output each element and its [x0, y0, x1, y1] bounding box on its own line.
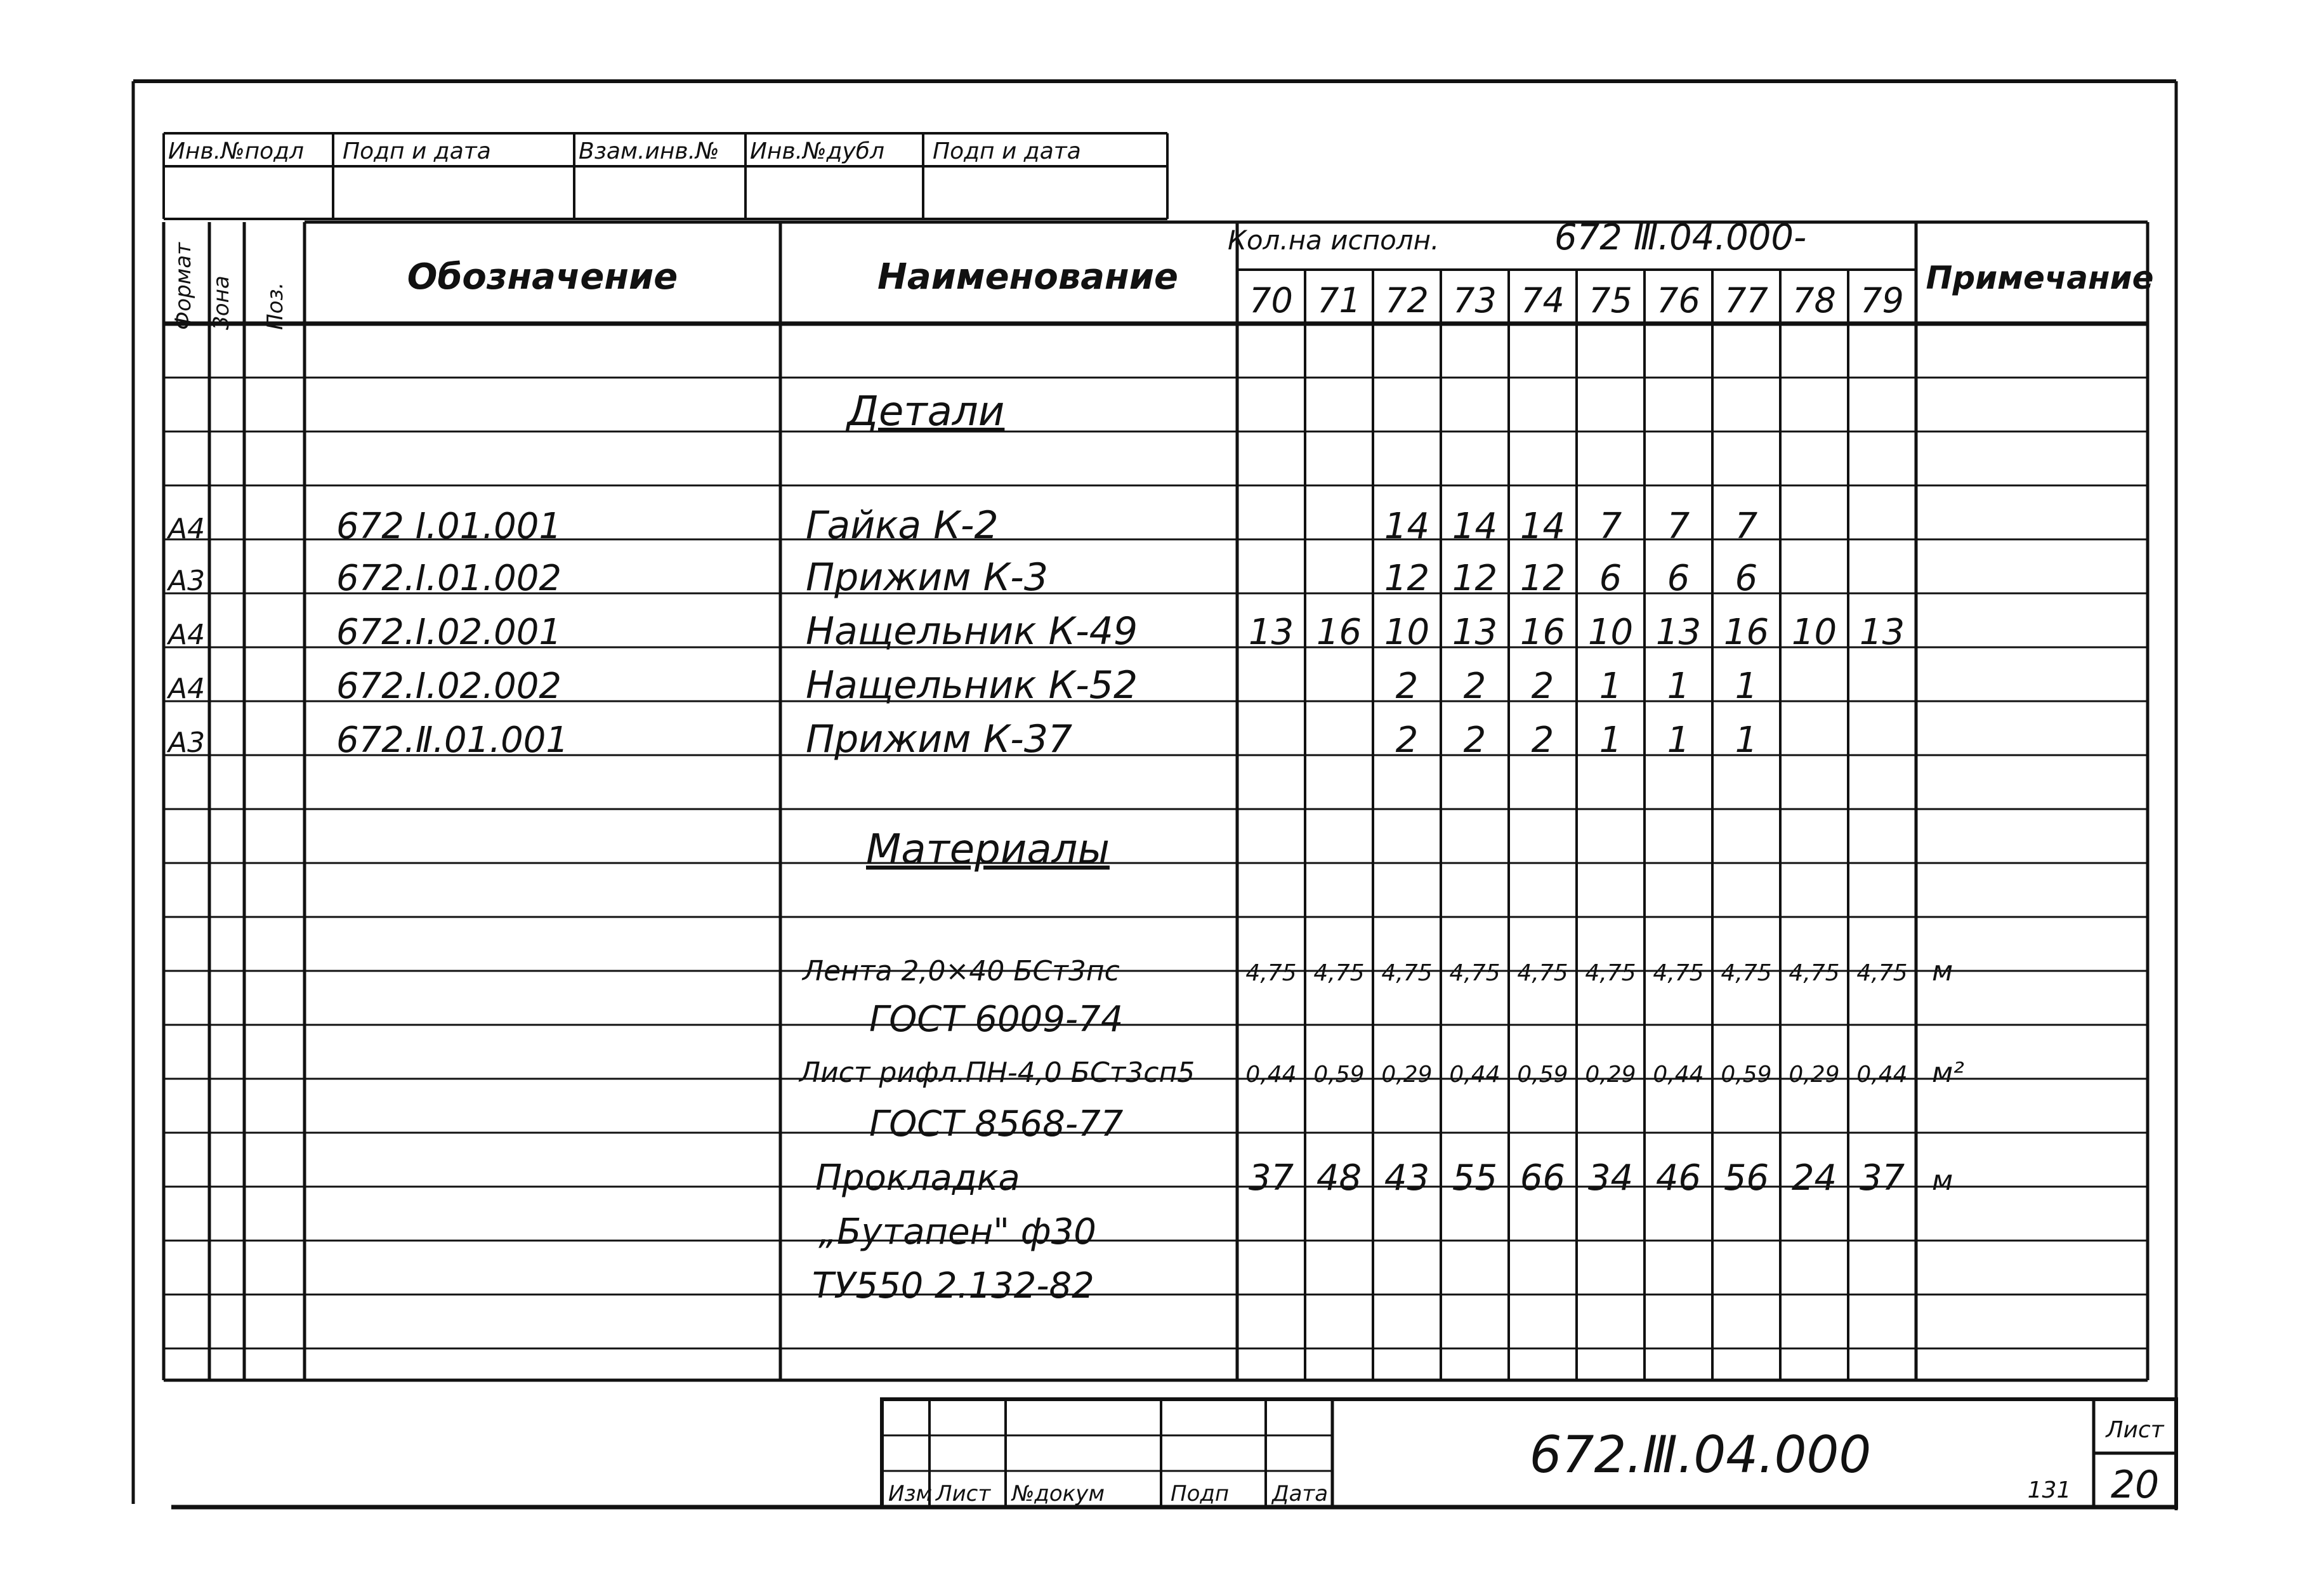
material-name-cell: ГОСТ 8568-77	[869, 1104, 1124, 1145]
quantity-cell: 0,44	[1245, 1062, 1297, 1088]
quantity-cell: 43	[1384, 1157, 1430, 1199]
name-cell: Прижим К-3	[806, 555, 1049, 600]
format-cell: А4	[168, 673, 206, 705]
name-cell: Нащельник К-52	[806, 663, 1138, 708]
quantity-cell: 7	[1667, 506, 1690, 547]
name-cell: Прижим К-37	[806, 717, 1073, 761]
side-mark: 131	[2027, 1477, 2071, 1503]
quantity-cell: 4,75	[1517, 960, 1568, 986]
sheet-number: 20	[2110, 1463, 2160, 1507]
quantity-cell: 2	[1395, 666, 1419, 707]
quantity-cell: 10	[1384, 612, 1430, 653]
stamp-label: Изм	[888, 1481, 933, 1506]
format-cell: А4	[168, 513, 206, 545]
quantity-cell: 1	[1735, 666, 1758, 707]
quantity-cell: 0,44	[1653, 1062, 1704, 1088]
quantity-cell: 7	[1735, 506, 1758, 547]
quantity-cell: 66	[1520, 1157, 1566, 1199]
quantity-cell: 2	[1395, 720, 1419, 761]
quantity-cell: 48	[1316, 1157, 1362, 1199]
stamp-label: №докум	[1012, 1481, 1105, 1506]
quantity-cell: 0,59	[1721, 1062, 1772, 1088]
material-name-cell: Прокладка	[815, 1157, 1020, 1199]
spec-table-grid	[164, 222, 2148, 1380]
designation-cell: 672.I.02.001	[336, 612, 561, 653]
name-header: Наименование	[877, 256, 1178, 298]
variant-column-header: 75	[1589, 280, 1632, 320]
position-column-header: Поз.	[263, 282, 288, 330]
variant-column-header: 77	[1724, 280, 1768, 320]
designation-cell: 672.I.02.002	[336, 666, 561, 707]
quantity-cell: 16	[1316, 612, 1362, 653]
quantity-cell: 10	[1587, 612, 1634, 653]
top-strip-label: Инв.№дубл	[750, 138, 884, 164]
quantity-cell: 55	[1452, 1157, 1498, 1199]
variant-column-header: 74	[1521, 280, 1565, 320]
quantity-cell: 1	[1599, 666, 1622, 707]
quantity-cell: 14	[1452, 506, 1498, 547]
quantity-cell: 4,75	[1313, 960, 1365, 986]
note-cell: м	[1932, 955, 1953, 987]
quantity-cell: 4,75	[1449, 960, 1500, 986]
quantity-cell: 4,75	[1856, 960, 1908, 986]
variant-column-header: 78	[1792, 280, 1836, 320]
note-header: Примечание	[1926, 260, 2154, 296]
quantity-cell: 4,75	[1653, 960, 1704, 986]
material-name-cell: Лента 2,0×40 БСт3пс	[803, 955, 1120, 987]
designation-cell: 672 I.01.001	[336, 506, 561, 547]
format-cell: А3	[168, 727, 206, 759]
top-strip-label: Взам.инв.№	[579, 138, 719, 164]
designation-header: Обозначение	[407, 256, 678, 298]
qty-per-variant-label: Кол.на исполн.	[1228, 225, 1440, 256]
section-materials-heading: Материалы	[866, 826, 1110, 873]
variant-column-header: 71	[1317, 280, 1361, 320]
format-column-header: Формат	[171, 242, 196, 330]
quantity-cell: 2	[1531, 720, 1554, 761]
quantity-cell: 12	[1520, 558, 1566, 599]
top-strip-label: Подп и дата	[933, 138, 1081, 164]
sheet-label: Лист	[2106, 1417, 2164, 1443]
designation-cell: 672.Ⅱ.01.001	[336, 720, 568, 761]
quantity-cell: 1	[1735, 720, 1758, 761]
quantity-cell: 13	[1248, 612, 1294, 653]
quantity-cell: 37	[1248, 1157, 1294, 1199]
zone-column-header: Зона	[209, 275, 234, 330]
quantity-cell: 1	[1667, 720, 1690, 761]
variant-column-header: 73	[1453, 280, 1497, 320]
quantity-cell: 0,29	[1585, 1062, 1636, 1088]
quantity-cell: 4,75	[1585, 960, 1636, 986]
quantity-cell: 0,29	[1381, 1062, 1433, 1088]
quantity-cell: 14	[1520, 506, 1566, 547]
material-name-cell: „Бутапен" ф30	[818, 1211, 1096, 1253]
quantity-cell: 6	[1735, 558, 1758, 599]
quantity-cell: 2	[1463, 666, 1487, 707]
quantity-cell: 0,44	[1449, 1062, 1500, 1088]
quantity-cell: 0,59	[1517, 1062, 1568, 1088]
quantity-cell: 12	[1452, 558, 1498, 599]
designation-cell: 672.I.01.002	[336, 558, 561, 599]
format-cell: А3	[168, 565, 206, 597]
stamp-label: Лист	[936, 1481, 991, 1506]
quantity-cell: 24	[1791, 1157, 1837, 1199]
quantity-cell: 7	[1599, 506, 1622, 547]
material-name-cell: Лист рифл.ПН-4,0 БСт3сп5	[799, 1057, 1195, 1089]
quantity-cell: 6	[1667, 558, 1690, 599]
quantity-cell: 0,29	[1789, 1062, 1840, 1088]
quantity-cell: 0,44	[1856, 1062, 1908, 1088]
quantity-cell: 4,75	[1721, 960, 1772, 986]
variant-column-header: 70	[1249, 280, 1293, 320]
material-name-cell: ТУ550 2.132-82	[812, 1265, 1094, 1307]
quantity-cell: 4,75	[1381, 960, 1433, 986]
quantity-cell: 13	[1859, 612, 1905, 653]
note-cell: м	[1932, 1164, 1953, 1197]
quantity-cell: 34	[1587, 1157, 1634, 1199]
quantity-cell: 13	[1655, 612, 1702, 653]
quantity-cell: 2	[1531, 666, 1554, 707]
quantity-cell: 1	[1667, 666, 1690, 707]
document-code: 672.Ⅲ.04.000	[1529, 1425, 1872, 1484]
section-parts-heading: Детали	[847, 388, 1005, 435]
stamp-label: Подп	[1171, 1481, 1230, 1506]
quantity-cell: 46	[1655, 1157, 1702, 1199]
format-cell: А4	[168, 619, 206, 651]
quantity-cell: 16	[1520, 612, 1566, 653]
quantity-cell: 4,75	[1245, 960, 1297, 986]
quantity-cell: 16	[1723, 612, 1769, 653]
stamp-label: Дата	[1272, 1481, 1329, 1506]
quantity-cell: 37	[1859, 1157, 1905, 1199]
variant-column-header: 72	[1385, 280, 1429, 320]
name-cell: Нащельник К-49	[806, 609, 1138, 654]
top-strip-label: Подп и дата	[343, 138, 491, 164]
quantity-cell: 4,75	[1789, 960, 1840, 986]
note-cell: м²	[1932, 1057, 1964, 1089]
quantity-cell: 1	[1599, 720, 1622, 761]
material-name-cell: ГОСТ 6009-74	[869, 999, 1124, 1040]
quantity-cell: 56	[1723, 1157, 1769, 1199]
quantity-cell: 12	[1384, 558, 1430, 599]
qty-doc-code: 672 Ⅲ.04.000-	[1554, 217, 1807, 258]
quantity-cell: 2	[1463, 720, 1487, 761]
top-strip-label: Инв.№подл	[168, 138, 305, 164]
quantity-cell: 10	[1791, 612, 1837, 653]
quantity-cell: 0,59	[1313, 1062, 1365, 1088]
quantity-cell: 6	[1599, 558, 1622, 599]
quantity-cell: 13	[1452, 612, 1498, 653]
quantity-cell: 14	[1384, 506, 1430, 547]
name-cell: Гайка К-2	[806, 503, 999, 548]
variant-column-header: 79	[1860, 280, 1904, 320]
variant-column-header: 76	[1657, 280, 1700, 320]
